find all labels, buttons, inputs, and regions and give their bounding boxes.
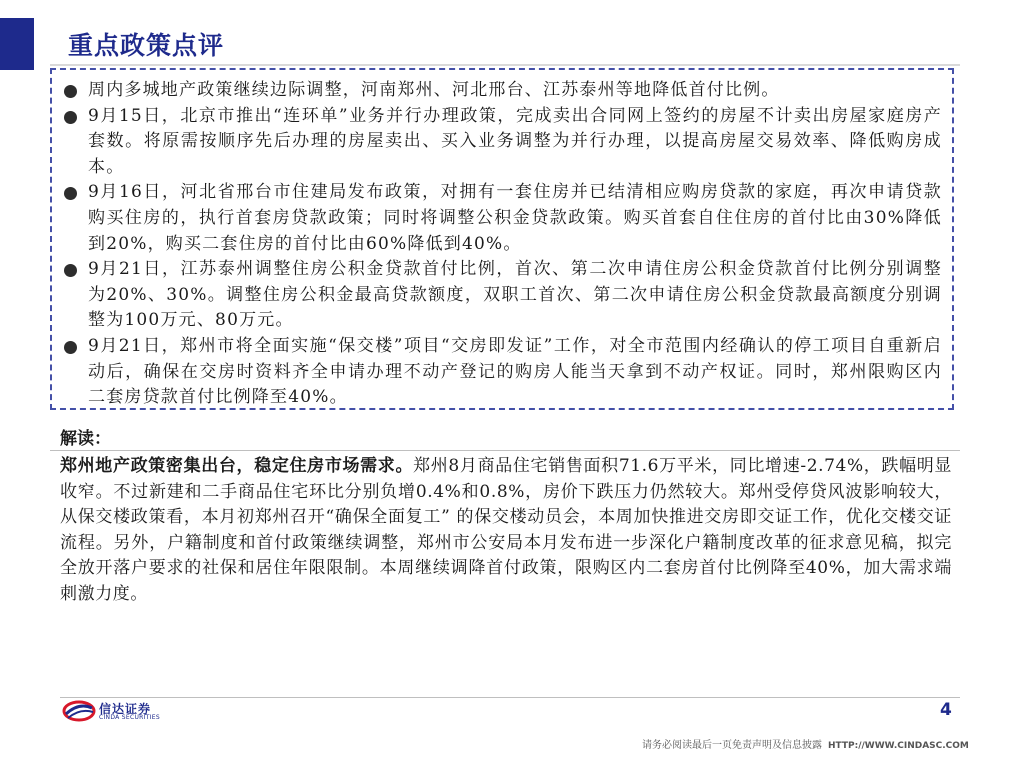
cinda-logo-icon (62, 700, 96, 722)
policy-item (60, 104, 942, 181)
policy-item (60, 334, 942, 411)
page-number: 4 (940, 700, 952, 720)
logo-chinese: 信达证券 (99, 702, 152, 716)
title-accent-bar (0, 18, 34, 70)
footer-divider (60, 697, 960, 698)
policy-item (60, 257, 942, 334)
disclaimer-text: 请务必阅读最后一页免责声明及信息披露 (642, 740, 822, 751)
analysis-heading: 解读： (60, 429, 111, 449)
analysis-lead: 郑州地产政策密集出台，稳定住房市场需求。 (60, 456, 414, 476)
analysis-paragraph (60, 454, 952, 608)
footer-disclaimer (642, 736, 969, 751)
page-title: 重点政策点评 (68, 31, 225, 60)
policy-text: 周内多城地产政策继续边际调整，河南郑州、河北邢台、江苏泰州等地降低首付比例。 (88, 80, 780, 100)
bullet-icon (64, 85, 77, 98)
bullet-icon (64, 341, 77, 354)
bullet-icon (64, 187, 77, 200)
policy-list-box (50, 68, 954, 410)
logo-english: CINDA SECURITIES (99, 714, 160, 721)
title-divider (50, 64, 960, 66)
analysis-divider (50, 450, 960, 451)
policy-text: 9月15日，北京市推出“连环单”业务并行办理政策，完成卖出合同网上签约的房屋不计卖出房屋家庭房产套数。将原需按顺序先后办理的房屋卖出、买入业务调整为并行办理，以提高房屋交易效率、降低购房成本。 (88, 105, 942, 177)
bullet-icon (64, 264, 77, 277)
policy-item (60, 180, 942, 257)
policy-item (60, 78, 942, 104)
policy-text: 9月21日，郑州市将全面实施“保交楼”项目“交房即发证”工作，对全市范围内经确认的停工项目自重新启动后，确保在交房时资料齐全申请办理不动产登记的购房人能当天拿到不动产权证。同时，郑州限购区内二套房贷款首付比例降至40%。 (88, 335, 942, 408)
policy-text: 9月16日，河北省邢台市住建局发布政策，对拥有一套住房并已结清相应购房贷款的家庭，再次申请贷款购买住房的，执行首套房贷款政策；同时将调整公积金贷款政策。购买首套自住住房的首付比由30%降低到20%，购买二套住房的首付比由60%降低到40%。 (88, 182, 942, 254)
policy-text: 9月21日，江苏泰州调整住房公积金贷款首付比例，首次、第二次申请住房公积金贷款首付比例分别调整为20%、30%。调整住房公积金最高贷款额度，双职工首次、第二次申请住房公积金贷款最高额度分别调整为100万元、80万元。 (88, 259, 942, 331)
cinda-logo (62, 700, 162, 722)
analysis-text: 郑州8月商品住宅销售面积71.6万平米，同比增速-2.74%，跌幅明显收窄。不过新建和二手商品住宅环比分别负增0.4%和0.8%，房价下跌压力仍然较大。郑州受停贷风波影响较大，从保交楼政策看，本月初郑州召开“确保全面复工” 的保交楼动员会，本周加快推进交房即交证工作，优化交楼交证流程。另外，户籍制度和首付政策继续调整，郑州市公安局本月发布进一步深化户籍制度改革的征求意见稿，拟完全放开落户要求的社保和居住年限限制。本周继续调降首付政策，限购区内二套房首付比例降至40%，加大需求端刺激力度。 (60, 456, 952, 604)
bullet-icon (64, 111, 77, 124)
website-link[interactable]: HTTP://WWW.CINDASC.COM (828, 741, 969, 751)
